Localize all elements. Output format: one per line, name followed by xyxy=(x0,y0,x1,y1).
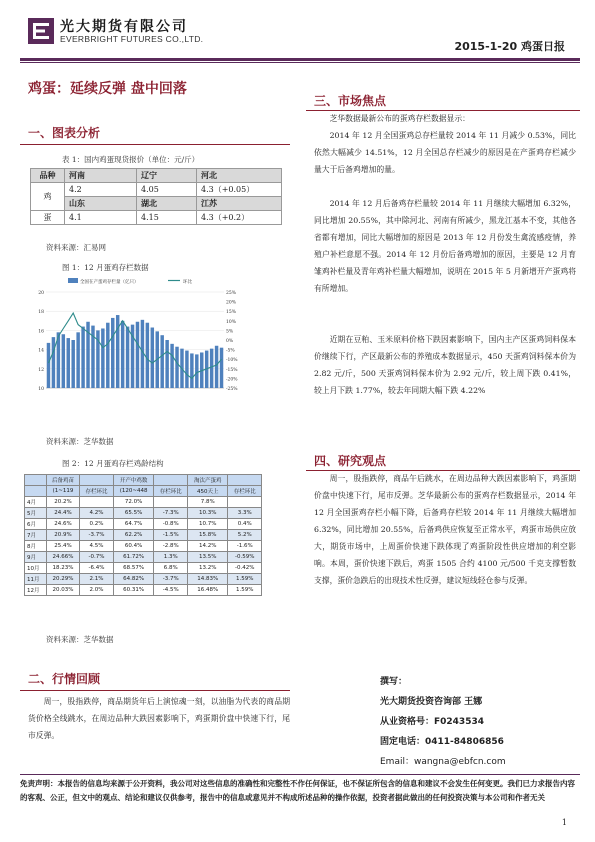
table1-cell: 4.05 xyxy=(137,183,197,197)
fig2-cell: 25.4% xyxy=(46,541,80,552)
fig2-cell xyxy=(154,475,188,486)
fig2-cell: 6月 xyxy=(25,519,47,530)
bar-mark xyxy=(165,340,168,388)
fig2-cell: -3.7% xyxy=(80,530,114,541)
fig2-data-row xyxy=(25,574,262,585)
disclaimer: 免责声明：本报告的信息均来源于公开资料，我公司对这些信息的准确性和完整性不作任何保证，也不保证所包含的信息和建议不会发生任何变更。我们已力求报告内容的客观、公正，但文中的观点、结论和建议仅供参考，报告中的信息或意见并不构成所述品种的操作依据，投资者据此做出的任何投资决策与本公司和作者无关 xyxy=(20,774,580,805)
fig2-cell: (120~448 xyxy=(113,486,154,497)
y-axis-left-tick: 16 xyxy=(38,329,44,335)
bar-mark xyxy=(146,323,149,388)
company-name-cn: 光大期货有限公司 xyxy=(60,19,188,35)
fig2-cell: 15.8% xyxy=(188,530,228,541)
fig2-data-row xyxy=(25,497,262,508)
fig2-cell: 10.7% xyxy=(188,519,228,530)
fig2-cell: 10.3% xyxy=(188,508,228,519)
section1-underline xyxy=(20,144,290,145)
layer-stock-chart xyxy=(28,276,250,416)
fig2-cell: 5月 xyxy=(25,508,47,519)
fig2-cell: 6.8% xyxy=(154,563,188,574)
table1-caption: 表 1：国内鸡蛋现货报价（单位：元/斤） xyxy=(62,155,200,164)
y-axis-left-tick: 10 xyxy=(38,387,44,392)
bar-mark xyxy=(52,337,55,388)
figure1-caption: 图 1：12 月蛋鸡存栏数据 xyxy=(62,263,149,272)
fig2-cell: 2.1% xyxy=(80,574,114,585)
bar-mark xyxy=(101,328,104,388)
author-label: 撰写： xyxy=(380,677,408,687)
bar-mark xyxy=(136,322,139,388)
bar-mark xyxy=(126,327,129,388)
flock-age-table xyxy=(24,474,262,596)
fig2-header-row xyxy=(25,475,262,486)
section1-title: 一、图表分析 xyxy=(28,126,101,140)
fig2-cell: 开产中鸡数 xyxy=(113,475,154,486)
bar-mark xyxy=(151,328,154,388)
company-logo xyxy=(28,18,54,44)
fig2-cell: -1.5% xyxy=(154,530,188,541)
author-org: 光大期货投资咨询部 王娜 xyxy=(380,697,483,707)
bar-mark xyxy=(76,332,79,388)
fig2-cell: 60.31% xyxy=(113,585,154,596)
fig2-cell: 4.5% xyxy=(80,541,114,552)
bar-mark xyxy=(170,344,173,388)
fig2-cell: 14.83% xyxy=(188,574,228,585)
fig2-cell: 0.4% xyxy=(228,519,262,530)
fig2-cell: 14.2% xyxy=(188,541,228,552)
bar-mark xyxy=(81,327,84,388)
fig2-cell: 8月 xyxy=(25,541,47,552)
fig2-cell: -0.42% xyxy=(228,563,262,574)
fig2-header-row xyxy=(25,486,262,497)
fig2-cell: 68.57% xyxy=(113,563,154,574)
fig2-cell: 60.4% xyxy=(113,541,154,552)
section2-underline xyxy=(20,690,290,691)
fig2-cell: 20.29% xyxy=(46,574,80,585)
report-date: 2015-1-20 鸡蛋日报 xyxy=(454,40,565,53)
legend-label-bars: 全国在产蛋鸡存栏量（亿只） xyxy=(80,280,139,285)
figure1-chart xyxy=(28,276,250,416)
author-block xyxy=(380,672,580,772)
fig2-cell: -4.5% xyxy=(154,585,188,596)
fig2-cell: -0.7% xyxy=(80,552,114,563)
bar-mark xyxy=(210,349,213,388)
table1-cell: 山东 xyxy=(65,197,137,211)
fig2-cell: 1.3% xyxy=(154,552,188,563)
page-number: 1 xyxy=(561,818,567,827)
fig2-data-row xyxy=(25,541,262,552)
fig2-cell xyxy=(25,475,47,486)
market-focus-p1: 2014 年 12 月全国蛋鸡总存栏量较 2014 年 11 月减少 0.53%，同比依然大幅减少 14.51%，12 月全国总存栏减少的原因是在产蛋鸡存栏减少量大于后备鸡增加的量。 xyxy=(314,131,576,174)
table1-source: 资料来源：汇易网 xyxy=(46,243,106,252)
fig2-cell: -7.3% xyxy=(154,508,188,519)
fig2-cell xyxy=(154,497,188,508)
figure1-source: 资料来源：芝华数据 xyxy=(46,437,114,446)
fig2-cell: 淘汰产蛋鸡 xyxy=(188,475,228,486)
bar-mark xyxy=(121,321,124,388)
author-license: 从业资格号：F0243534 xyxy=(380,717,484,727)
y-axis-right-tick: 5% xyxy=(226,329,234,335)
bar-mark xyxy=(220,348,223,388)
figure2-source: 资料来源：芝华数据 xyxy=(46,635,114,644)
fig2-cell: 64.7% xyxy=(113,519,154,530)
table1-cell: 4.3（+0.2） xyxy=(197,211,282,225)
fig2-cell: 16.48% xyxy=(188,585,228,596)
bar-mark xyxy=(185,351,188,388)
fig2-cell: 65.5% xyxy=(113,508,154,519)
fig2-cell: (1~119 xyxy=(46,486,80,497)
fig2-cell: 1.59% xyxy=(228,585,262,596)
fig2-cell xyxy=(228,475,262,486)
fig2-cell: 20.03% xyxy=(46,585,80,596)
y-axis-right-tick: 0% xyxy=(226,339,234,344)
table1-header-product: 品种 xyxy=(31,169,65,183)
table1-cell: 4.1 xyxy=(65,211,137,225)
market-focus-p2: 2014 年 12 月后备鸡存栏量较 2014 年 11 月继续大幅增加 6.32%，同比增加 20.55%，其中除河北、河南有所减少，黑龙江基本不变，其他各省都有增加，同比大幅增加的原因是 2013 年 12 月份发生禽流感疫情，养殖户补栏意愿不强。2014 年 12 月份后备鸡增加的原因，主要是 12 月育雏鸡补栏量及青年鸡补栏量大幅增加，说明在 2015 年 5 月新增开产蛋鸡将有所增加。 xyxy=(314,199,576,293)
bar-mark xyxy=(195,354,198,388)
fig2-cell: 12月 xyxy=(25,585,47,596)
fig2-cell: 4月 xyxy=(25,497,47,508)
section4-title: 四、研究观点 xyxy=(314,454,387,468)
fig2-cell: 2.0% xyxy=(80,585,114,596)
fig2-cell: -1.6% xyxy=(228,541,262,552)
y-axis-right-tick: 20% xyxy=(226,300,237,306)
fig2-cell: -2.8% xyxy=(154,541,188,552)
fig2-cell: 3.3% xyxy=(228,508,262,519)
bar-mark xyxy=(111,318,114,388)
fig2-cell: 10月 xyxy=(25,563,47,574)
bar-mark xyxy=(62,334,65,388)
bar-mark xyxy=(71,340,74,388)
spot-price-table xyxy=(30,168,282,225)
main-title: 鸡蛋：延续反弹 盘中回落 xyxy=(28,81,187,97)
fig2-cell xyxy=(25,486,47,497)
author-email: Email：wangna@ebfcn.com xyxy=(380,757,506,767)
fig2-cell: 450天上 xyxy=(188,486,228,497)
fig2-cell: 24.6% xyxy=(46,519,80,530)
y-axis-right-tick: -15% xyxy=(226,367,238,373)
bar-mark xyxy=(160,335,163,388)
table1-product-bottom: 蛋 xyxy=(31,211,65,225)
fig2-cell: 9月 xyxy=(25,552,47,563)
market-focus-intro: 芝华数据最新公布的蛋鸡存栏数据显示： xyxy=(329,114,470,123)
y-axis-left-tick: 14 xyxy=(38,348,44,354)
fig2-data-row xyxy=(25,552,262,563)
y-axis-left-tick: 20 xyxy=(38,291,44,296)
fig2-cell: 62.2% xyxy=(113,530,154,541)
research-view-text: 周一，股指跌停，商品午后跳水，在周边品种大跌因素影响下，鸡蛋期价盘中快速下行，尾市反弹。芝华最新公布的蛋鸡存栏数据显示，2014 年 12 月全国蛋鸡存栏小幅下降，后备鸡存栏较 2014 年 11 月继续大幅增加 6.32%，同比增加 20.55%，后备鸡供应恢复至正常水平，鸡蛋市场供应放大，期货市场中，上周蛋价快速下跌体现了鸡蛋阶段性供应增加的利空影响。本周，蛋价快速下跌后，鸡蛋 1505 合约 4100 元/500 千克支撑暂数支撑，蛋价急跌后的出现技术性反弹，建议短线轻仓参与反弹。 xyxy=(314,474,576,585)
y-axis-left-tick: 12 xyxy=(38,367,44,373)
table1-cell: 4.3（+0.05） xyxy=(197,183,282,197)
company-name-en: EVERBRIGHT FUTURES CO.,LTD. xyxy=(60,34,204,44)
legend-label-line: 环比 xyxy=(183,280,192,285)
fig2-cell: 5.2% xyxy=(228,530,262,541)
fig2-cell: 13.2% xyxy=(188,563,228,574)
fig2-cell xyxy=(80,475,114,486)
fig2-cell: -0.59% xyxy=(228,552,262,563)
fig2-cell: 13.5% xyxy=(188,552,228,563)
table1-cell: 湖北 xyxy=(137,197,197,211)
y-axis-right-tick: 10% xyxy=(226,319,237,325)
table1-cell: 江苏 xyxy=(197,197,282,211)
fig2-cell: 存栏环比 xyxy=(154,486,188,497)
fig2-cell: -6.4% xyxy=(80,563,114,574)
fig2-cell: 24.66% xyxy=(46,552,80,563)
bar-mark xyxy=(47,343,50,388)
fig2-data-row xyxy=(25,519,262,530)
fig2-data-row xyxy=(25,530,262,541)
y-axis-left-tick: 18 xyxy=(38,310,44,316)
fig2-cell: 24.4% xyxy=(46,508,80,519)
fig2-cell xyxy=(80,497,114,508)
table1-product-top: 鸡 xyxy=(31,183,65,211)
table1-cell: 4.15 xyxy=(137,211,197,225)
fig2-cell: 7.8% xyxy=(188,497,228,508)
fig2-cell: -0.8% xyxy=(154,519,188,530)
fig2-cell: 存栏环比 xyxy=(80,486,114,497)
bar-mark xyxy=(106,323,109,388)
y-axis-right-tick: 25% xyxy=(226,291,237,296)
section2-title: 二、行情回顾 xyxy=(28,672,101,686)
y-axis-right-tick: -10% xyxy=(226,358,238,364)
fig2-cell: 4.2% xyxy=(80,508,114,519)
figure2-caption: 图 2：12 月蛋鸡存栏鸡龄结构 xyxy=(62,459,164,468)
fig2-cell: 7月 xyxy=(25,530,47,541)
fig2-cell: 1.59% xyxy=(228,574,262,585)
table1-cell: 4.2 xyxy=(65,183,137,197)
y-axis-right-tick: -5% xyxy=(226,348,235,354)
fig2-data-row xyxy=(25,508,262,519)
fig2-cell: 72.0% xyxy=(113,497,154,508)
market-focus-p3: 近期在豆粕、玉米原料价格下跌因素影响下，国内主产区蛋鸡饲料保本价继续下行，产区最新公布的养殖成本数据显示，450 天蛋鸡饲料保本价为 2.82 元/斤，500 天蛋鸡饲料保本价为 2.92 元/斤，较上周下跌 0.41%，较上月下跌 1.77%，较去年同期大幅下跌 4.22% xyxy=(314,335,576,395)
fig2-cell: 20.9% xyxy=(46,530,80,541)
market-review-text: 周一，股指跌停，商品期货年后上演惊魂一刻，以油脂为代表的商品期货价格全线跳水，在周边品种大跌因素影响下，鸡蛋期价盘中快速下行，尾市反弹。 xyxy=(28,697,290,740)
bar-mark xyxy=(190,353,193,388)
fig2-cell: 20.2% xyxy=(46,497,80,508)
bar-mark xyxy=(215,346,218,388)
fig2-cell: 61.72% xyxy=(113,552,154,563)
bar-mark xyxy=(67,338,70,388)
section3-title: 三、市场焦点 xyxy=(314,94,387,108)
fig2-data-row xyxy=(25,563,262,574)
bar-mark xyxy=(175,347,178,388)
header-divider xyxy=(20,58,580,61)
fig2-data-row xyxy=(25,585,262,596)
y-axis-right-tick: -20% xyxy=(226,377,238,383)
y-axis-right-tick: -25% xyxy=(226,387,238,392)
fig2-cell: -3.7% xyxy=(154,574,188,585)
table1-cell: 河南 xyxy=(65,169,137,183)
fig2-cell xyxy=(228,497,262,508)
fig2-cell: 64.82% xyxy=(113,574,154,585)
author-phone: 固定电话：0411-84806856 xyxy=(380,737,504,747)
fig2-cell: 18.23% xyxy=(46,563,80,574)
table1-cell: 河北 xyxy=(197,169,282,183)
fig2-cell: 0.2% xyxy=(80,519,114,530)
fig2-cell: 11月 xyxy=(25,574,47,585)
y-axis-right-tick: 15% xyxy=(226,310,237,316)
legend-swatch-bars xyxy=(68,278,78,283)
header-divider-thin xyxy=(20,62,580,63)
fig2-cell: 存栏环比 xyxy=(228,486,262,497)
table1-cell: 辽宁 xyxy=(137,169,197,183)
fig2-cell: 后备鸡苗 xyxy=(46,475,80,486)
